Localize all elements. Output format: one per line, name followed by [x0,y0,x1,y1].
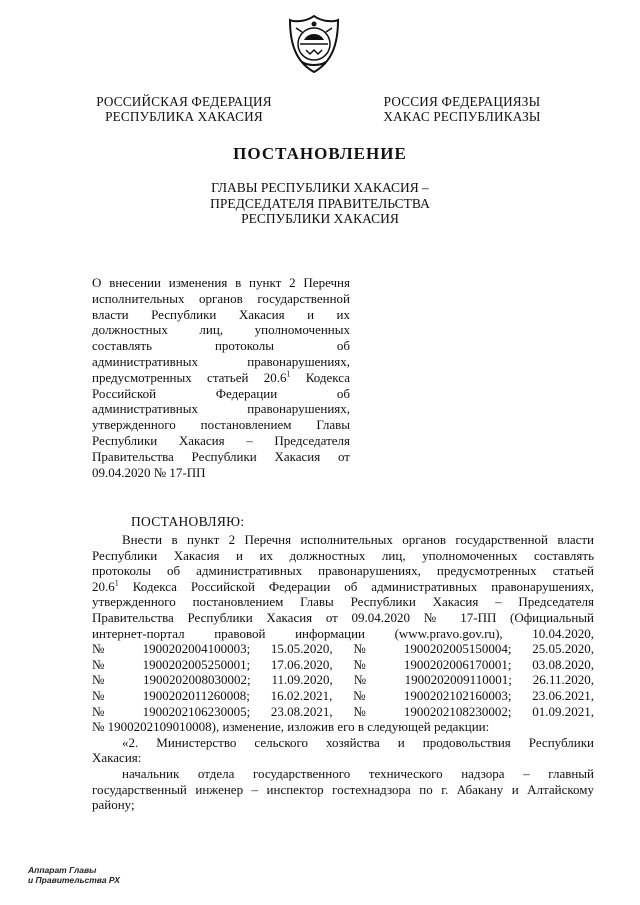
body-line: «2. Министерство сельского хозяйства и продовольствия Республики [122,734,594,750]
preamble-line: должностных лиц, уполномоченных [92,322,350,338]
preamble-line: исполнительных органов государственной [92,290,350,306]
header-left [84,94,284,124]
body-line: Внести в пункт 2 Перечня исполнительных органов государственной власти [122,532,594,547]
body-line: № 1900202004100003; 15.05.2020, № 1900202005150004; 25.05.2020, [92,641,594,657]
body-line: Республики Хакасия и их должностных лиц, уполномоченных составлять [92,547,594,563]
preamble-text: Кодекса [290,369,350,385]
header-right-line2: ХАКАС РЕСПУБЛИКАЗЫ [383,109,541,124]
superscript: 1 [286,369,291,379]
preamble-line: Правительства Республики Хакасия от [92,448,350,464]
document-body [92,532,594,813]
body-line: государственный инженер – инспектор гостехнадзора по г. Абакану и Алтайскому [92,781,594,797]
preamble-line: Российской Федерации об [92,385,350,401]
footer-stamp [28,865,120,885]
superscript: 1 [114,578,119,588]
preamble-line: утвержденного постановлением Главы [92,417,350,433]
body-line: району; [92,797,135,813]
document-subtitle [0,180,640,227]
footer-line1: Аппарат Главы [28,865,97,875]
body-line [92,579,594,595]
body-line: протоколы об административных правонарушениях, предусмотренных статьей [92,563,594,579]
preamble-text: предусмотренных статьей 20.6 [92,369,287,385]
preamble-line: 09.04.2020 № 17-ПП [92,464,206,480]
preamble-line: административных правонарушениях, [92,353,350,369]
body-text: 20.6 [92,578,115,594]
body-line: утвержденного постановлением Главы Республики Хакасия – Председателя [92,594,594,610]
header-right [362,94,562,124]
header-left-line2: РЕСПУБЛИКА ХАКАСИЯ [105,109,263,124]
subtitle-line2: ПРЕДСЕДАТЕЛЯ ПРАВИТЕЛЬСТВА [210,195,430,211]
preamble-line: власти Республики Хакасия и их [92,306,350,322]
preamble-line: составлять протоколы об [92,338,350,354]
subtitle-line1: ГЛАВЫ РЕСПУБЛИКИ ХАКАСИЯ – [211,180,429,195]
preamble-line: Республики Хакасия – Председателя [92,432,350,448]
body-line: Правительства Республики Хакасия от 09.04.2020 № 17-ПП (Официальный [92,609,594,625]
header-right-line1: РОССИЯ ФЕДЕРАЦИЯЗЫ [383,94,541,109]
body-line: № 1900202008030002; 11.09.2020, № 1900202009110001; 26.11.2020, [92,672,594,688]
preamble [92,275,350,480]
body-line: № 1900202106230005; 23.08.2021, № 1900202108230002; 01.09.2021, [92,703,594,719]
footer-line2: и Правительства РХ [28,875,120,885]
preamble-line: О внесении изменения в пункт 2 Перечня [92,275,350,290]
subtitle-line3: РЕСПУБЛИКИ ХАКАСИЯ [241,211,399,226]
preamble-line: административных правонарушениях, [92,401,350,417]
body-line: интернет-портал правовой информации (www.pravo.gov.ru), 10.04.2020, [92,625,594,641]
body-line: Хакасия: [92,750,142,766]
body-line: № 1900202109010008), изменение, изложив его в следующей редакции: [92,719,490,735]
preamble-line [92,370,350,386]
decree-word: ПОСТАНОВЛЯЮ: [131,514,245,529]
body-line: начальник отдела государственного технического надзора – главный [122,765,594,781]
body-line: № 1900202011260008; 16.02.2021, № 1900202102160003; 23.06.2021, [92,687,594,703]
body-line: № 1900202005250001; 17.06.2020, № 1900202006170001; 03.08.2020, [92,656,594,672]
coat-of-arms-icon [286,14,342,74]
header-left-line1: РОССИЙСКАЯ ФЕДЕРАЦИЯ [96,94,272,109]
document-title: ПОСТАНОВЛЕНИЕ [233,144,407,163]
body-text: Кодекса Российской Федерации об административных правонарушениях, [118,578,594,594]
